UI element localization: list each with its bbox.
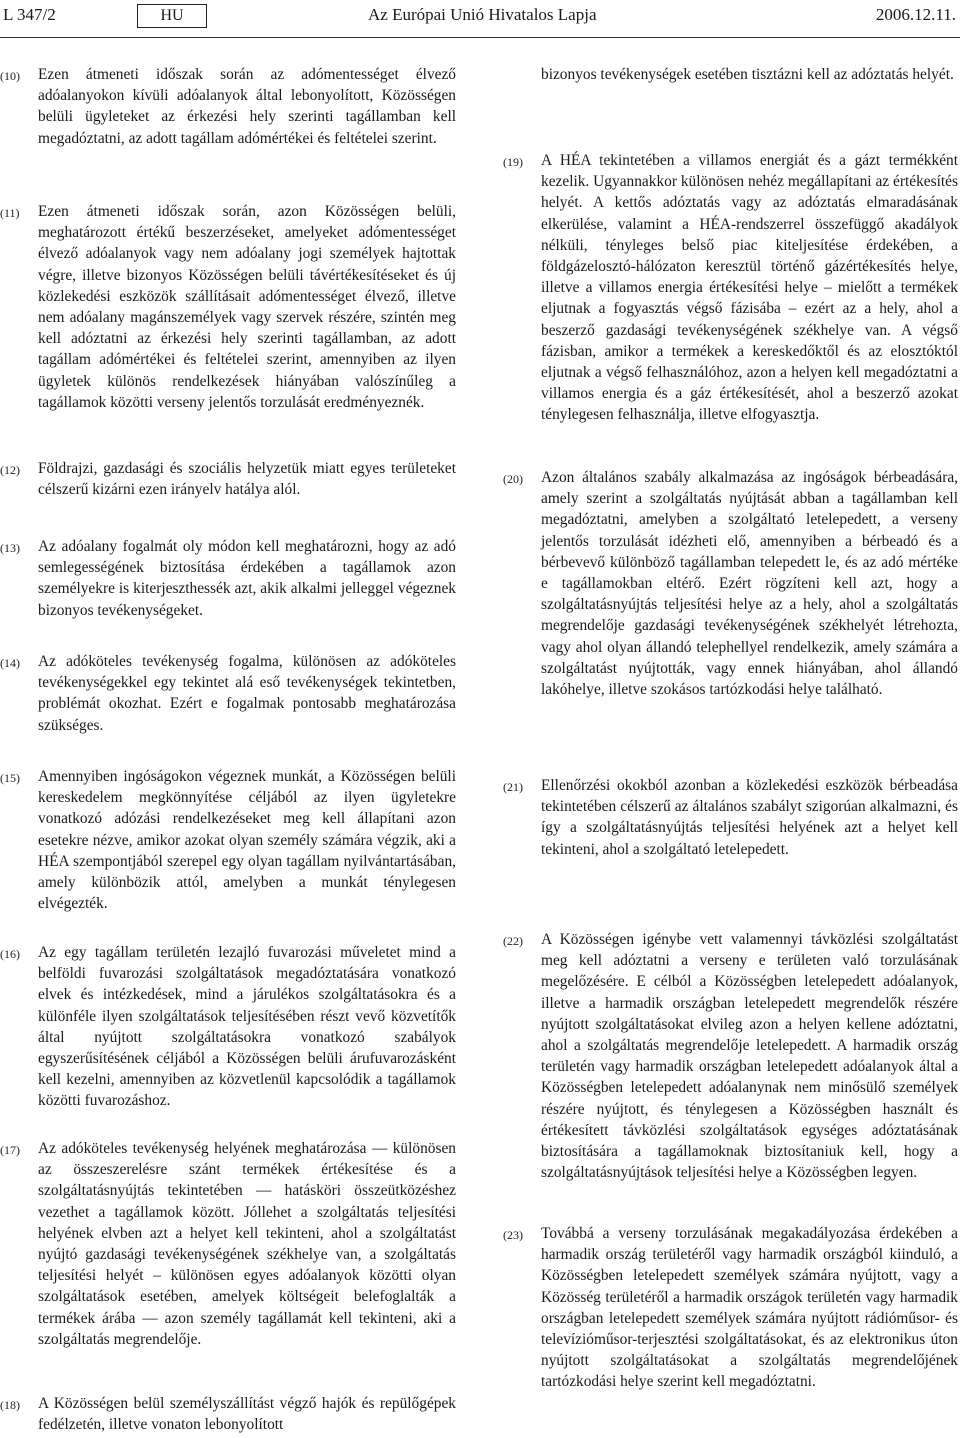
recital-18-continuation	[500, 64, 958, 85]
recital-14	[0, 651, 456, 736]
recital-number: (21)	[503, 780, 523, 794]
recital-text: Amennyiben ingóságokon végeznek munkát, a Közösségen belüli kereskedelem megkönnyítése céljából az ilyen ügyletekre vonatkozó adózási rendelkezéseket meg kell állapítani azon esetekre nézve, amikor azokat olyan személy számára végzik, aki a HÉA szempontjából szerepel egy olyan tagállam nyilvántartásában, amely különbözik attól, amelyben a munkát ténylegesen elvégezték.	[38, 768, 456, 913]
recital-11	[0, 201, 456, 413]
publication-date: 2006.12.11.	[875, 5, 956, 24]
recital-number: (11)	[0, 206, 20, 220]
recital-text: A Közösségen igénybe vett valamennyi távközlési szolgáltatást meg kell adóztatni a verseny e területen való torzulásának megelőzésére. E célból a Közösségben letelepedett adóalanyok, illetve a harmadik országban letelepedett megrendelők részére nyújtott szolgáltatásokat elvileg azon a helyen kellene adóztatni, ahol a szolgáltatás megrendelője letelepedett. A harmadik ország területén vagy harmadik országban letelepedett adóalanyok által a Közösségben letelepedett adóalanynak nem minősülő személyek részére nyújtott, és ténylegesen a Közösségben használt és értékesített távközlési szolgáltatások egységes adóztatásának biztosítására a tagállamoknak biztosítaniuk kell, hogy a szolgáltatásnyújtások teljesítési helye a Közösségben legyen.	[541, 931, 958, 1182]
recital-text: Az adóköteles tevékenység helyének meghatározása — különösen az összeszerelésre szánt termékek értékesítése és a szolgáltatásnyújtás tekintetében — hatásköri összeütközéshez vezethet a tagállamok között. Jóllehet a szolgáltatás teljesítési helyének elvben azt a helyet kell tekinteni, ahol a szolgáltatást nyújtó gazdasági tevékenységének székhelye van, a szolgáltatás teljesítési helyét – különösen egyes adóalanyok közötti olyan szolgáltatások esetében, amelyek költségeit belefoglalták a termékek árába — azon személy tagállamát kell tekinteni, aki a szolgáltatás megrendelője.	[38, 1140, 456, 1348]
recital-number: (12)	[0, 463, 20, 477]
recital-number: (22)	[503, 934, 523, 948]
recital-text: Az egy tagállam területén lezajló fuvarozási műveletet mind a belföldi fuvarozási szolgáltatások megadóztatására vonatkozó elvek és intézkedések, mind a járulékos szolgáltatásokra és a különféle ilyen szolgáltatások teljesítésében részt vevő közvetítők által nyújtott szolgáltatásokra vonatkozó szabályok egyszerűsítésének céljából a Közösségen belüli árufuvarozásként kell kezelni, amennyiben az közvetlenül kapcsolódik a tagállamok közötti fuvarozáshoz.	[38, 944, 456, 1110]
page-header	[0, 0, 960, 36]
recital-text: Az adóalany fogalmát oly módon kell meghatározni, hogy az adó semlegességének biztosítása érdekében a tagállamok azon személyekre is kiterjeszthessék azt, akik alkalmi jelleggel végeznek bizonyos tevékenységeket.	[38, 538, 456, 619]
recital-text: Azon általános szabály alkalmazása az ingóságok bérbeadására, amely szerint a szolgáltatás nyújtását abban a tagállamban kell megadóztatni, amelyben a szolgáltató letelepedett, a verseny jelentős torzulását idézheti elő, amennyiben a bérbeadó és a bérbevevő különböző tagállamban telepedett le, és az adó mértéke e tagállamokban eltérő. Ezért rögzíteni kell azt, hogy a szolgáltatásnyújtás teljesítési helye az a hely, ahol a szolgáltatás megrendelője gazdasági tevékenységének székhelyét létrehozta, vagy ahol olyan állandó telephellyel rendelkezik, amely számára a szolgáltatást nyújtották, vagy ennek hiányában, ahol állandó lakóhelye, illetve szokásos tartózkodási helye található.	[541, 469, 958, 699]
recital-text: bizonyos tevékenységek esetében tisztázni kell az adóztatás helyét.	[541, 66, 954, 83]
recital-10	[0, 64, 456, 149]
recital-17	[0, 1138, 456, 1350]
page-number: L 347/2	[3, 5, 56, 24]
recital-text: Továbbá a verseny torzulásának megakadályozása érdekében a harmadik ország területéről vagy harmadik országból kiinduló, a Közösségben letelepedett személyek számára nyújtott, vagy a Közösség területéről a harmadik országok területén vagy harmadik országban letelepedett személyek számára nyújtott rádióműsor- és televízióműsor-terjesztési szolgáltatásokat, és az elektronikus úton nyújtott szolgáltatásokat a szolgáltatás megrendelőjének tartózkodási helye szerint kell megadóztatni.	[541, 1225, 958, 1391]
recital-22	[500, 929, 958, 1183]
recital-18	[0, 1393, 456, 1435]
recital-number: (10)	[0, 69, 20, 83]
recital-19	[500, 150, 958, 426]
recital-text: A HÉA tekintetében a villamos energiát és a gázt termékként kezelik. Ugyannakkor különösen nehéz megállapítani az értékesítés helyét. A kettős adóztatás vagy az adóztatás elmaradásának elkerülése, valamint a HÉA-rendszerrel összefüggő akadályok nélküli, tényleges belső piac kiteljesítése érdekében, a földgázelosztó-hálózaton keresztül történő gázértékesítés helye, illetve a villamos energia értékesítési helye – mielőtt a termékek eljutnak a fogyasztás végső fázisába – ezért az a hely, ahol a beszerző gazdasági tevékenységének székhelye van. A végső fázisban, amikor a termékek a kereskedőktől és az elosztóktól eljutnak a végső felhasználóhoz, azon a helyen kell megadóztatni a villamos energia és a gáz értékesítését, ahol a beszerző azokat ténylegesen felhasználja, illetve elfogyasztja.	[541, 152, 958, 424]
recital-number: (13)	[0, 541, 20, 555]
recital-text: Az adóköteles tevékenység fogalma, különösen az adóköteles tevékenységekkel egy tekintet alá eső tevékenységek tekintetben, problémát okozhat. Ezért e fogalmak pontosabb meghatározása szükséges.	[38, 653, 456, 734]
recital-number: (16)	[0, 947, 20, 961]
recital-15	[0, 766, 456, 914]
recital-number: (14)	[0, 656, 20, 670]
recital-text: Földrajzi, gazdasági és szociális helyzetük miatt egyes területeket célszerű kizárni ezen irányelv hatálya alól.	[38, 460, 456, 499]
recital-number: (19)	[503, 155, 523, 169]
recital-number: (17)	[0, 1143, 20, 1157]
recital-21	[500, 775, 958, 860]
language-badge: HU	[137, 4, 207, 28]
recital-text: Ellenőrzési okokból azonban a közlekedési eszközök bérbeadása tekintetében célszerű az általános szabályt szigorúan alkalmazni, és így a szolgáltatásnyújtás teljesítési helyének azt a helyet kell tekinteni, ahol a szolgáltató letelepedett.	[541, 777, 958, 858]
recital-number: (20)	[503, 472, 523, 486]
journal-title: Az Európai Unió Hivatalos Lapja	[368, 5, 597, 24]
recital-number: (23)	[503, 1228, 523, 1242]
recital-20	[500, 467, 958, 700]
recital-13	[0, 536, 456, 621]
header-rule	[0, 37, 960, 38]
recital-16	[0, 942, 456, 1112]
recital-text: A Közösségen belül személyszállítást végző hajók és repülőgépek fedélzetén, illetve vonaton lebonyolított	[38, 1395, 456, 1434]
recital-23	[500, 1223, 958, 1393]
recital-number: (18)	[0, 1398, 20, 1412]
recital-text: Ezen átmeneti időszak során, azon Közösségen belüli, meghatározott értékű beszerzéseket, amelyeket adómentességet élvező adóalanyok vagy nem adóalany jogi személyek hajtottak végre, illetve bizonyos Közösségen belüli távértékesítéseket és új közlekedési eszközök szállításait adómentességet élvező, illetve nem adóalany magánszemélyek vagy szervek részére, szintén meg kell adóztatni az érkezési hely szerinti tagállamban, az adott tagállam adómértékei és feltételei szerint, amennyiben az ilyen ügyletek különös rendelkezések hiányában valószínűleg a tagállamok közötti verseny jelentős torzulását eredményeznék.	[38, 203, 456, 411]
recital-text: Ezen átmeneti időszak során az adómentességet élvező adóalanyokon kívüli adóalanyok által lebonyolított, Közösségen belüli ügyleteket az érkezési hely szerinti tagállamban kell megadóztatni, az adott tagállam adómértékei és feltételei szerint.	[38, 66, 456, 147]
recital-12	[0, 458, 456, 500]
recital-number: (15)	[0, 771, 20, 785]
